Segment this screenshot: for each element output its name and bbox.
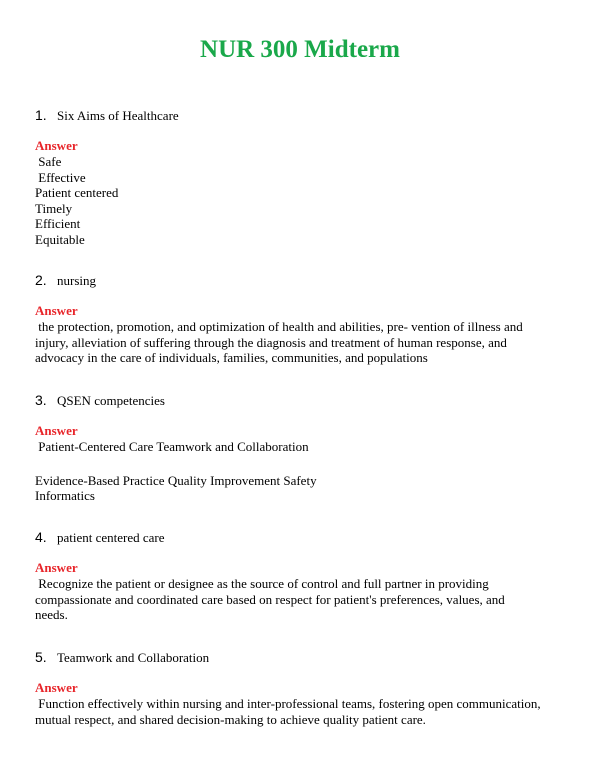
answer-line: Timely bbox=[35, 200, 73, 216]
question-number: 4. bbox=[35, 529, 47, 545]
page-title: NUR 300 Midterm bbox=[200, 36, 400, 63]
answer-line: advocacy in the care of individuals, families, communities, and populations bbox=[35, 350, 428, 365]
question-number: 2. bbox=[35, 272, 47, 288]
answer-body bbox=[35, 696, 575, 727]
question-text: Six Aims of Healthcare bbox=[57, 108, 179, 123]
answer-line: the protection, promotion, and optimization of health and abilities, pre- vention of illness and bbox=[35, 319, 523, 334]
question-2 bbox=[35, 272, 575, 366]
question-heading bbox=[35, 649, 575, 666]
answer-line: Effective bbox=[35, 169, 86, 185]
question-heading bbox=[35, 107, 575, 124]
answer-line: mutual respect, and shared decision-making to achieve quality patient care. bbox=[35, 711, 426, 727]
question-number: 5. bbox=[35, 649, 47, 665]
answer-label: Answer bbox=[35, 560, 78, 575]
answer-line: Patient centered bbox=[35, 185, 119, 200]
question-text: patient centered care bbox=[57, 530, 165, 545]
question-3 bbox=[35, 392, 575, 504]
question-text: nursing bbox=[57, 273, 96, 288]
question-5 bbox=[35, 649, 575, 727]
answer-line: Informatics bbox=[35, 488, 95, 503]
answer-body bbox=[35, 576, 575, 623]
answer-body bbox=[35, 439, 575, 504]
answer-body bbox=[35, 319, 575, 366]
question-1 bbox=[35, 107, 575, 247]
question-heading bbox=[35, 529, 575, 546]
question-text: Teamwork and Collaboration bbox=[57, 650, 210, 665]
answer-label: Answer bbox=[35, 680, 78, 695]
question-number: 1. bbox=[35, 107, 47, 123]
answer-line: compassionate and coordinated care based on respect for patient's preferences, values, and bbox=[35, 591, 505, 607]
answer-line: injury, alleviation of suffering through the diagnosis and treatment of human response, and bbox=[35, 334, 507, 350]
answer-line: Safe bbox=[35, 154, 62, 169]
answer-label: Answer bbox=[35, 303, 78, 318]
answer-line: Evidence-Based Practice Quality Improvement Safety bbox=[35, 472, 317, 488]
answer-label: Answer bbox=[35, 423, 78, 438]
blank-line bbox=[35, 455, 575, 473]
answer-line: needs. bbox=[35, 607, 68, 622]
question-text: QSEN competencies bbox=[57, 393, 165, 408]
question-number: 3. bbox=[35, 392, 47, 408]
question-heading bbox=[35, 392, 575, 409]
answer-line: Function effectively within nursing and inter-professional teams, fostering open communication, bbox=[35, 696, 541, 711]
answer-line: Equitable bbox=[35, 231, 85, 247]
answer-body bbox=[35, 154, 575, 247]
question-heading bbox=[35, 272, 575, 289]
answer-line: Recognize the patient or designee as the source of control and full partner in providing bbox=[35, 576, 489, 591]
question-4 bbox=[35, 529, 575, 623]
answer-label: Answer bbox=[35, 138, 78, 153]
answer-line: Patient-Centered Care Teamwork and Collaboration bbox=[35, 439, 309, 454]
answer-line: Efficient bbox=[35, 216, 81, 231]
